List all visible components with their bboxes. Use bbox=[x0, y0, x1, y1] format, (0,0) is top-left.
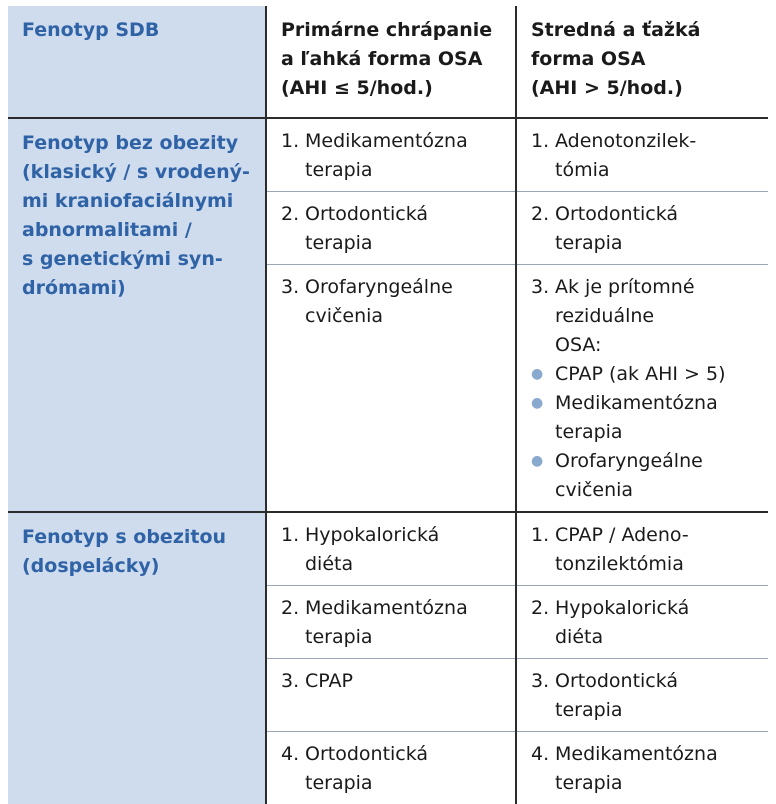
item-text: terapia bbox=[555, 696, 758, 725]
header-line: a ľahká forma OSA bbox=[281, 45, 501, 74]
group-label-line: (dospelácky) bbox=[22, 552, 255, 581]
item-text: terapia bbox=[555, 769, 758, 798]
severe-treatment-cell bbox=[516, 192, 768, 265]
item-number: 3. bbox=[531, 273, 555, 331]
table-row bbox=[8, 512, 768, 586]
item-text: terapia bbox=[305, 156, 501, 185]
group-label-line: Fenotyp bez obezity bbox=[22, 129, 255, 158]
mild-treatment-cell bbox=[266, 732, 516, 804]
item-text: Hypokalorická bbox=[305, 521, 501, 550]
item-text: reziduálne bbox=[555, 302, 758, 331]
header-severe-cell bbox=[516, 6, 768, 118]
bullet-text: terapia bbox=[555, 418, 758, 447]
item-number: 1. bbox=[531, 127, 555, 185]
item-text: Ortodontická bbox=[555, 200, 758, 229]
header-line: Stredná a ťažká bbox=[531, 16, 758, 45]
item-number: 3. bbox=[531, 667, 555, 725]
item-text: terapia bbox=[305, 229, 501, 258]
item-text: Medikamentózna bbox=[305, 127, 501, 156]
group-label-line: Fenotyp s obezitou bbox=[22, 523, 255, 552]
osa-label: OSA: bbox=[531, 331, 758, 360]
item-text: CPAP / Adeno- bbox=[555, 521, 758, 550]
item-text: cvičenia bbox=[305, 302, 501, 331]
item-number: 2. bbox=[281, 200, 305, 258]
item-text: CPAP bbox=[305, 667, 501, 696]
mild-treatment-cell bbox=[266, 118, 516, 192]
item-text: diéta bbox=[305, 550, 501, 579]
mild-treatment-cell bbox=[266, 265, 516, 513]
severe-treatment-cell bbox=[516, 586, 768, 659]
severe-treatment-cell bbox=[516, 659, 768, 732]
severe-treatment-cell bbox=[516, 512, 768, 586]
item-number: 3. bbox=[281, 667, 305, 696]
bullet-icon: ● bbox=[531, 389, 555, 447]
severe-treatment-cell bbox=[516, 732, 768, 804]
severe-treatment-cell bbox=[516, 265, 768, 513]
item-text: diéta bbox=[555, 623, 758, 652]
treatment-table-wrapper bbox=[8, 6, 768, 796]
item-number: 2. bbox=[531, 594, 555, 652]
item-text: Ortodontická bbox=[305, 200, 501, 229]
header-line: (AHI ≤ 5/hod.) bbox=[281, 74, 501, 103]
item-text: Orofaryngeálne bbox=[305, 273, 501, 302]
group-label-line: drómami) bbox=[22, 274, 255, 303]
bullet-text: cvičenia bbox=[555, 476, 758, 505]
header-line: Fenotyp SDB bbox=[22, 16, 255, 45]
table-row bbox=[8, 118, 768, 192]
group-label-non-obese bbox=[8, 118, 266, 512]
bullet-icon: ● bbox=[531, 447, 555, 505]
item-text: terapia bbox=[305, 623, 501, 652]
item-number: 3. bbox=[281, 273, 305, 331]
item-number: 2. bbox=[281, 594, 305, 652]
mild-treatment-cell bbox=[266, 512, 516, 586]
item-text: Medikamentózna bbox=[555, 740, 758, 769]
bullet-text: Orofaryngeálne bbox=[555, 447, 758, 476]
table-header-row bbox=[8, 6, 768, 118]
item-text: Hypokalorická bbox=[555, 594, 758, 623]
group-label-line: mi kraniofaciálnymi bbox=[22, 187, 255, 216]
item-number: 4. bbox=[531, 740, 555, 798]
bullet-text: Medikamentózna bbox=[555, 389, 758, 418]
item-number: 1. bbox=[531, 521, 555, 579]
item-number: 1. bbox=[281, 521, 305, 579]
header-line: (AHI > 5/hod.) bbox=[531, 74, 758, 103]
group-label-obese bbox=[8, 512, 266, 804]
severe-treatment-cell bbox=[516, 118, 768, 192]
group-label-line: abnormalitami / bbox=[22, 216, 255, 245]
item-text: tómia bbox=[555, 156, 758, 185]
item-text: Adenotonzilek- bbox=[555, 127, 758, 156]
mild-treatment-cell bbox=[266, 586, 516, 659]
treatment-table bbox=[8, 6, 768, 804]
bullet-text: CPAP (ak AHI > 5) bbox=[555, 360, 758, 389]
item-number: 2. bbox=[531, 200, 555, 258]
header-line: Primárne chrápanie bbox=[281, 16, 501, 45]
item-text: terapia bbox=[305, 769, 501, 798]
item-text: Ortodontická bbox=[555, 667, 758, 696]
header-line: forma OSA bbox=[531, 45, 758, 74]
header-mild-cell bbox=[266, 6, 516, 118]
item-text: Medikamentózna bbox=[305, 594, 501, 623]
item-text: Ortodontická bbox=[305, 740, 501, 769]
item-text: terapia bbox=[555, 229, 758, 258]
group-label-line: s genetickými syn- bbox=[22, 245, 255, 274]
group-label-line: (klasický / s vrodený- bbox=[22, 158, 255, 187]
mild-treatment-cell bbox=[266, 659, 516, 732]
item-number: 4. bbox=[281, 740, 305, 798]
header-phenotype-cell bbox=[8, 6, 266, 118]
item-number: 1. bbox=[281, 127, 305, 185]
mild-treatment-cell bbox=[266, 192, 516, 265]
item-text: tonzilektómia bbox=[555, 550, 758, 579]
item-text: Ak je prítomné bbox=[555, 273, 758, 302]
bullet-icon: ● bbox=[531, 360, 555, 389]
